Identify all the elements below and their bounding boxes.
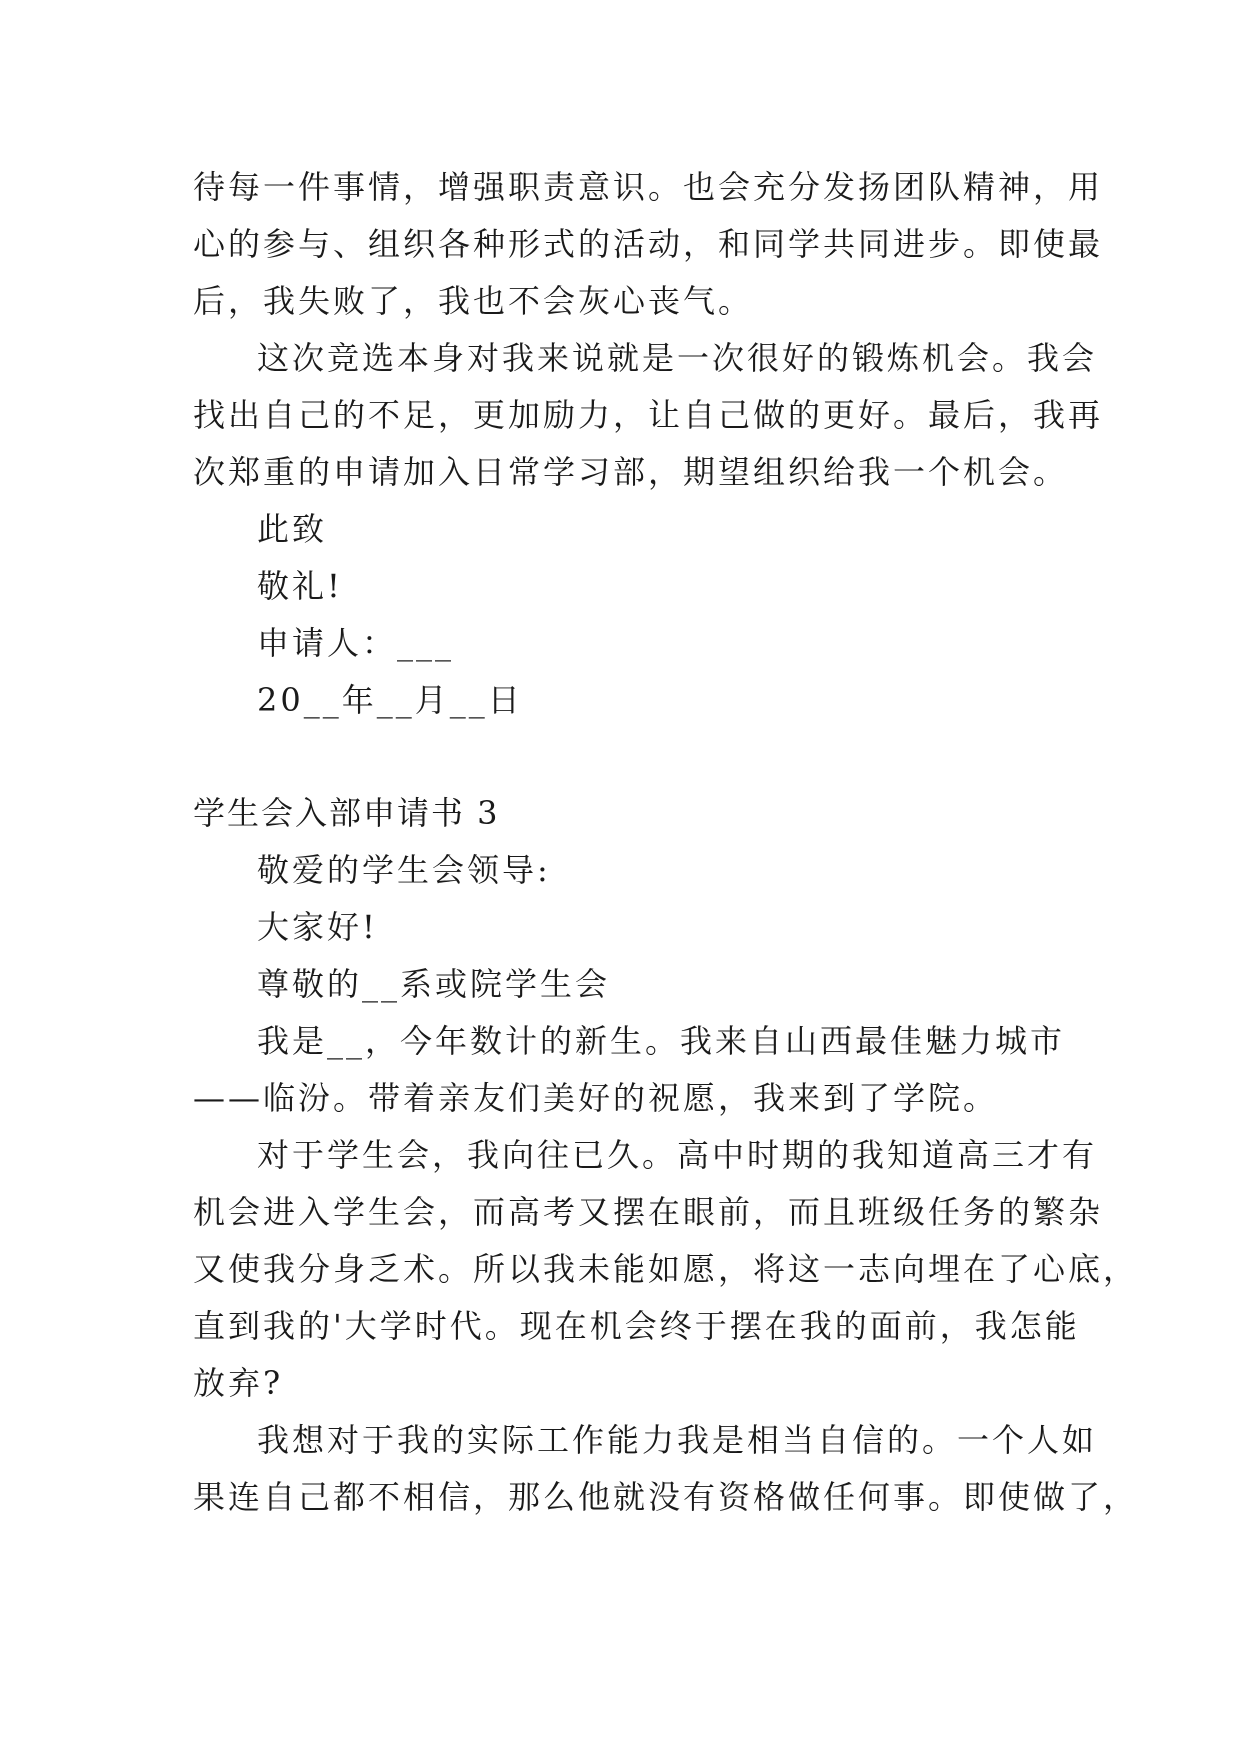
paragraph-line: 这次竞选本身对我来说就是一次很好的锻炼机会。我会 — [257, 339, 1098, 377]
paragraph-line: 我想对于我的实际工作能力我是相当自信的。一个人如 — [257, 1421, 1098, 1459]
greeting-line: 大家好! — [257, 908, 378, 946]
paragraph-line: 机会进入学生会，而高考又摆在眼前，而且班级任务的繁杂 — [193, 1193, 1104, 1231]
addressee-line: 尊敬的__系或院学生会 — [257, 965, 611, 1003]
paragraph-line: 待每一件事情，增强职责意识。也会充分发扬团队精神，用 — [193, 168, 1104, 206]
paragraph-line: 找出自己的不足，更加励力，让自己做的更好。最后，我再 — [193, 396, 1104, 434]
paragraph-line: 放弃? — [193, 1364, 284, 1402]
paragraph-line: 心的参与、组织各种形式的活动，和同学共同进步。即使最 — [193, 225, 1104, 263]
closing-salutation: 敬礼! — [257, 567, 343, 605]
paragraph-line: 直到我的'大学时代。现在机会终于摆在我的面前，我怎能 — [193, 1307, 1080, 1345]
closing-line: 此致 — [257, 510, 328, 548]
paragraph-line: 对于学生会，我向往已久。高中时期的我知道高三才有 — [257, 1136, 1098, 1174]
paragraph-line: 后，我失败了，我也不会灰心丧气。 — [193, 282, 754, 320]
salutation-line: 敬爱的学生会领导: — [257, 851, 551, 889]
paragraph-line: 我是__，今年数计的新生。我来自山西最佳魅力城市 — [257, 1022, 1066, 1060]
date-field: 20__年__月__日 — [257, 681, 523, 719]
paragraph-line: ——临汾。带着亲友们美好的祝愿，我来到了学院。 — [193, 1079, 999, 1117]
section-heading: 学生会入部申请书 3 — [193, 794, 500, 832]
paragraph-line: 果连自己都不相信，那么他就没有资格做任何事。即使做了， — [193, 1478, 1139, 1516]
paragraph-line: 次郑重的申请加入日常学习部，期望组织给我一个机会。 — [193, 453, 1069, 491]
applicant-field: 申请人：___ — [257, 624, 455, 662]
paragraph-line: 又使我分身乏术。所以我未能如愿，将这一志向埋在了心底， — [193, 1250, 1139, 1288]
